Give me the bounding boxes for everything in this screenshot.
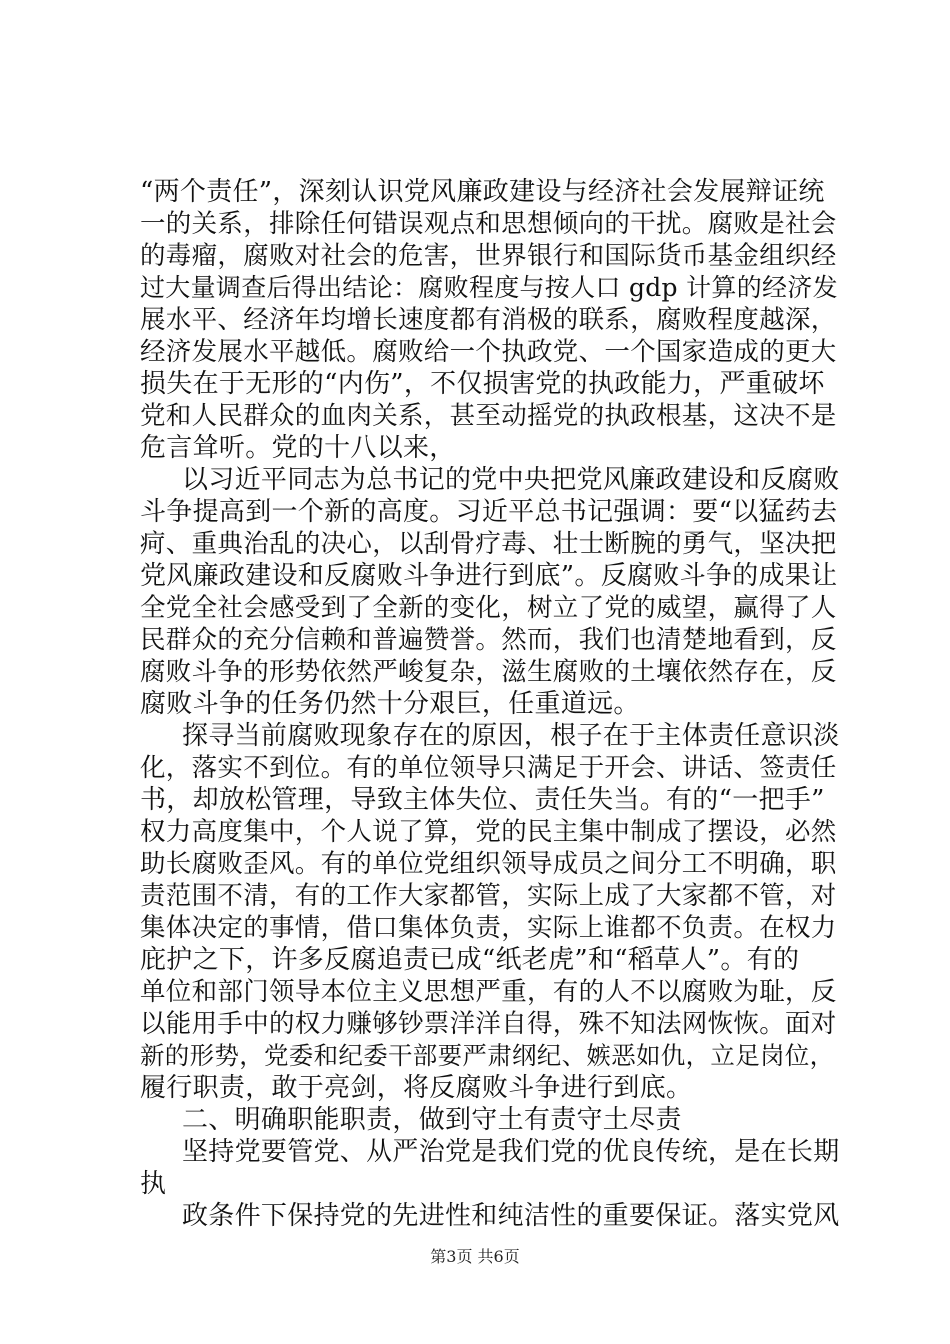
page-number-footer: 第3页 共6页: [430, 1247, 520, 1266]
text-line: 庇护之下，许多反腐追责已成“纸老虎”和“稻草人”。有的: [140, 945, 800, 975]
text-line: 党和人民群众的血肉关系，甚至动摇党的执政根基，这决不是: [140, 401, 837, 431]
text-line: 权力高度集中，个人说了算，党的民主集中制成了摆设，必然: [140, 817, 837, 847]
text-line: 一的关系，排除任何错误观点和思想倾向的干扰。腐败是社会: [140, 209, 837, 239]
text-line: 腐败斗争的形势依然严峻复杂，滋生腐败的土壤依然存在，反: [140, 657, 837, 687]
paragraph-start-line: 以习近平同志为总书记的党中央把党风廉政建设和反腐败: [182, 465, 840, 495]
text-line: 过大量调查后得出结论：腐败程度与按人口 gdp 计算的经济发: [140, 273, 838, 302]
text-line: 斗争提高到一个新的高度。习近平总书记强调：要“以猛药去: [140, 497, 838, 527]
text-line: 的毒瘤，腐败对社会的危害，世界银行和国际货币基金组织经: [140, 241, 837, 271]
text-line: 损失在于无形的“内伤”，不仅损害党的执政能力，严重破坏: [140, 369, 825, 399]
text-line: 展水平、经济年均增长速度都有消极的联系，腐败程度越深，: [140, 305, 837, 335]
paragraph-start-line: 政条件下保持党的先进性和纯洁性的重要保证。落实党风: [182, 1201, 840, 1231]
text-line: 执: [140, 1169, 167, 1199]
paragraph-start-line: 坚持党要管党、从严治党是我们党的优良传统，是在长期: [182, 1137, 840, 1167]
text-line: 化，落实不到位。有的单位领导只满足于开会、讲话、签责任: [140, 753, 837, 783]
text-line: 集体决定的事情，借口集体负责，实际上谁都不负责。在权力: [140, 913, 837, 943]
section-heading: 二、明确职能职责，做到守土有责守土尽责: [182, 1105, 682, 1135]
text-line: 助长腐败歪风。有的单位党组织领导成员之间分工不明确，职: [140, 849, 837, 879]
text-line: “两个责任”，深刻认识党风廉政建设与经济社会发展辩证统: [140, 177, 825, 207]
text-line: 新的形势，党委和纪委干部要严肃纲纪、嫉恶如仇，立足岗位，: [140, 1041, 835, 1070]
text-line: 民群众的充分信赖和普遍赞誉。然而，我们也清楚地看到，反: [140, 625, 837, 655]
text-line: 全党全社会感受到了全新的变化，树立了党的威望，赢得了人: [140, 593, 837, 623]
document-body: [140, 176, 840, 1232]
text-line: 单位和部门领导本位主义思想严重，有的人不以腐败为耻，反: [140, 977, 837, 1007]
text-line: 以能用手中的权力赚够钞票洋洋自得，殊不知法网恢恢。面对: [140, 1009, 837, 1039]
text-line: 经济发展水平越低。腐败给一个执政党、一个国家造成的更大: [140, 337, 837, 367]
text-line: 疴、重典治乱的决心，以刮骨疗毒、壮士断腕的勇气，坚决把: [140, 529, 837, 559]
text-line: 危言耸听。党的十八以来，: [140, 433, 456, 463]
text-line: 书，却放松管理，导致主体失位、责任失当。有的“一把手”: [140, 785, 825, 815]
paragraph-start-line: 探寻当前腐败现象存在的原因，根子在于主体责任意识淡: [182, 721, 840, 751]
text-line: 履行职责，敢于亮剑，将反腐败斗争进行到底。: [140, 1073, 693, 1103]
text-line: 腐败斗争的任务仍然十分艰巨，任重道远。: [140, 689, 640, 719]
text-line: 党风廉政建设和反腐败斗争进行到底”。反腐败斗争的成果让: [140, 561, 838, 591]
text-line: 责范围不清，有的工作大家都管，实际上成了大家都不管，对: [140, 881, 837, 911]
